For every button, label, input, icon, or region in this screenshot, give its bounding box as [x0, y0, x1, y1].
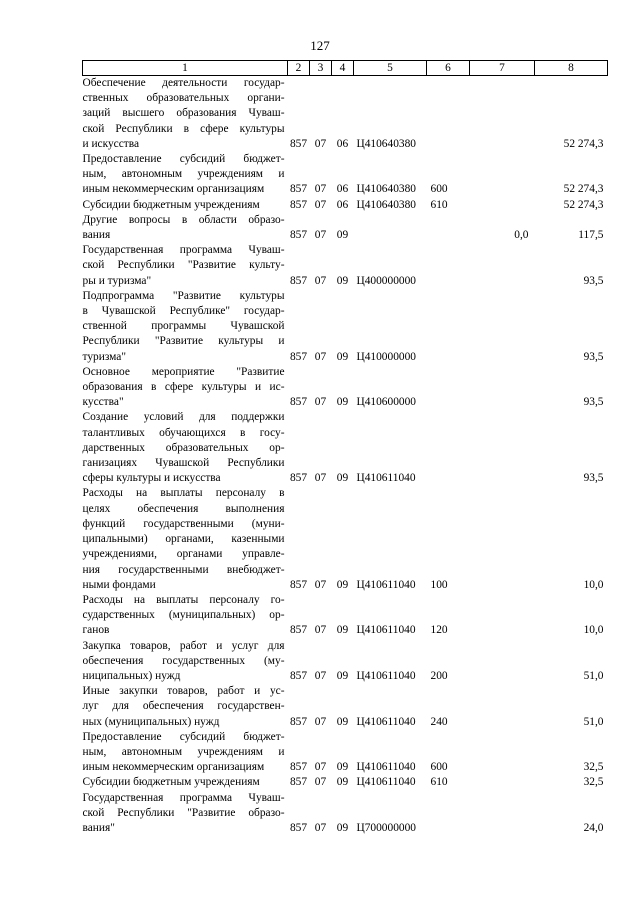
table-row — [83, 486, 608, 592]
target-article-code: Ц410600000 — [356, 396, 416, 409]
description-line: Основное мероприятие "Развитие — [82, 365, 285, 378]
expense-type-code — [427, 791, 470, 837]
header-col-7: 7 — [470, 61, 535, 76]
expense-type-code: 610 — [430, 776, 448, 789]
ministry-code: 857 — [289, 396, 308, 409]
description-line: Предоставление субсидий бюджет- — [82, 730, 285, 743]
description-line: ным, автономным учреждениям и — [82, 745, 285, 758]
column-7-value — [470, 243, 535, 289]
budget-table — [82, 60, 608, 836]
column-7-value — [470, 76, 535, 153]
description-line: сферы культуры и искусства — [82, 472, 221, 485]
amount-value: 10,0 — [583, 578, 604, 591]
description-line: ными фондами — [82, 578, 156, 591]
table-row — [83, 213, 608, 243]
description-line: кусства" — [82, 396, 124, 409]
item-description — [83, 198, 288, 213]
description-line: талантливых обучающихся в госу- — [82, 426, 285, 439]
section-code: 07 — [314, 198, 327, 211]
header-col-5: 5 — [354, 61, 427, 76]
column-7-value — [470, 289, 535, 365]
subsection-code: 09 — [336, 761, 349, 774]
expense-type-code: 600 — [430, 761, 448, 774]
description-line: Предоставление субсидий бюджет- — [82, 153, 285, 166]
description-line: в Чувашской Республике" государ- — [82, 305, 285, 318]
ministry-code: 857 — [289, 229, 308, 242]
description-line: целях обеспечения выполнения — [82, 502, 285, 515]
expense-type-code — [427, 76, 470, 153]
expense-type-code — [427, 289, 470, 365]
header-col-6: 6 — [427, 61, 470, 76]
description-line: туризма" — [82, 350, 126, 363]
description-line: ры и туризма" — [82, 274, 152, 287]
description-line: функций государственными (муни- — [82, 517, 285, 530]
description-line: ской Республики в сфере культуры — [82, 122, 285, 135]
table-body — [83, 76, 608, 837]
target-article-code: Ц400000000 — [356, 274, 416, 287]
ministry-code: 857 — [289, 137, 308, 150]
description-line: и искусства — [82, 137, 140, 150]
description-line: Обеспечение деятельности государ- — [82, 77, 285, 89]
column-7-value — [470, 593, 535, 639]
expense-type-code: 200 — [430, 669, 448, 682]
item-description — [83, 486, 288, 592]
amount-value: 32,5 — [583, 761, 604, 774]
target-article-code: Ц410640380 — [356, 137, 416, 150]
section-code: 07 — [314, 350, 327, 363]
section-code: 07 — [314, 578, 327, 591]
description-line: Государственная программа Чуваш- — [82, 791, 285, 804]
target-article-code: Ц410640380 — [356, 183, 416, 196]
header-col-4: 4 — [332, 61, 354, 76]
item-description — [83, 791, 288, 837]
description-line: Расходы на выплаты персоналу в — [82, 487, 285, 500]
header-col-1: 1 — [83, 61, 288, 76]
description-line: заций высшего образования Чуваш- — [82, 107, 285, 120]
expense-type-code — [427, 365, 470, 411]
description-line: ской Республики "Развитие культу- — [82, 259, 285, 272]
section-code: 07 — [314, 624, 327, 637]
ministry-code: 857 — [289, 761, 308, 774]
table-row — [83, 410, 608, 486]
ministry-code: 857 — [289, 624, 308, 637]
section-code: 07 — [314, 669, 327, 682]
target-article-code: Ц410611040 — [356, 578, 416, 591]
amount-value: 93,5 — [583, 472, 604, 485]
description-line: ных (муниципальных) нужд — [82, 715, 220, 728]
table-row — [83, 198, 608, 213]
column-7-value — [470, 410, 535, 486]
item-description — [83, 775, 288, 790]
subsection-code: 09 — [336, 274, 349, 287]
description-line: ственных образовательных органи- — [82, 92, 285, 105]
description-line: ния государственными внебюджет- — [82, 563, 285, 576]
amount-value: 52 274,3 — [563, 198, 604, 211]
section-code: 07 — [314, 183, 327, 196]
subsection-code: 06 — [336, 198, 349, 211]
subsection-code: 09 — [336, 624, 349, 637]
ministry-code: 857 — [289, 715, 308, 728]
table-row — [83, 639, 608, 685]
description-line: Иные закупки товаров, работ и ус- — [82, 685, 285, 698]
target-article-code: Ц410611040 — [356, 761, 416, 774]
table-row — [83, 76, 608, 153]
amount-value: 93,5 — [583, 350, 604, 363]
description-line: иным некоммерческим организациям — [82, 761, 265, 774]
item-description — [83, 410, 288, 486]
section-code: 07 — [314, 761, 327, 774]
amount-value: 10,0 — [583, 624, 604, 637]
description-line: ниципальных) нужд — [82, 669, 181, 682]
subsection-code: 06 — [336, 183, 349, 196]
amount-value: 52 274,3 — [563, 137, 604, 150]
subsection-code: 06 — [336, 137, 349, 150]
section-code: 07 — [314, 137, 327, 150]
description-line: дарственных образовательных ор- — [82, 441, 285, 454]
expense-type-code: 240 — [430, 715, 448, 728]
table-row — [83, 684, 608, 730]
description-line: вания — [82, 229, 111, 242]
subsection-code: 09 — [336, 776, 349, 789]
description-line: ской Республики "Развитие образо- — [82, 806, 285, 819]
item-description — [83, 76, 288, 153]
column-7-value — [470, 775, 535, 790]
item-description — [83, 213, 288, 243]
column-7-value — [470, 198, 535, 213]
ministry-code: 857 — [289, 183, 308, 196]
ministry-code: 857 — [289, 198, 308, 211]
description-line: Подпрограмма "Развитие культуры — [82, 289, 285, 302]
item-description — [83, 639, 288, 685]
subsection-code: 09 — [336, 821, 349, 834]
subsection-code: 09 — [336, 578, 349, 591]
table-row — [83, 775, 608, 790]
description-line: ственной программы Чувашской — [82, 320, 285, 333]
table-row — [83, 289, 608, 365]
amount-value: 32,5 — [583, 776, 604, 789]
expense-type-code: 610 — [430, 198, 448, 211]
table-row — [83, 243, 608, 289]
item-description — [83, 152, 288, 198]
target-article-code: Ц410611040 — [356, 776, 416, 789]
ministry-code: 857 — [289, 669, 308, 682]
table-row — [83, 791, 608, 837]
page-number: 127 — [310, 38, 330, 53]
description-line: Другие вопросы в области образо- — [82, 213, 285, 226]
expense-type-code: 100 — [430, 578, 448, 591]
item-description — [83, 365, 288, 411]
column-7-value — [470, 152, 535, 198]
description-line: Государственная программа Чуваш- — [82, 244, 285, 257]
description-line: Субсидии бюджетным учреждениям — [82, 776, 260, 789]
target-article-code: Ц410000000 — [356, 350, 416, 363]
description-line: вания" — [82, 821, 115, 834]
item-description — [83, 289, 288, 365]
subsection-code: 09 — [336, 715, 349, 728]
column-7-value — [470, 730, 535, 776]
column-7-value — [470, 365, 535, 411]
section-code: 07 — [314, 715, 327, 728]
header-col-2: 2 — [288, 61, 310, 76]
column-7-value — [470, 486, 535, 592]
item-description — [83, 684, 288, 730]
expense-type-code — [427, 243, 470, 289]
amount-value: 117,5 — [578, 229, 604, 242]
column-7-value: 0,0 — [514, 229, 529, 242]
description-line: Республики "Развитие культуры и — [82, 335, 285, 348]
amount-value: 93,5 — [583, 396, 604, 409]
description-line: Субсидии бюджетным учреждениям — [82, 198, 260, 211]
description-line: Закупка товаров, работ и услуг для — [82, 639, 285, 652]
target-article-code: Ц410611040 — [356, 624, 416, 637]
target-article-code: Ц700000000 — [356, 821, 416, 834]
subsection-code: 09 — [336, 396, 349, 409]
header-col-3: 3 — [310, 61, 332, 76]
section-code: 07 — [314, 821, 327, 834]
amount-value: 51,0 — [583, 669, 604, 682]
table-row — [83, 152, 608, 198]
ministry-code: 857 — [289, 821, 308, 834]
description-line: сударственных (муниципальных) ор- — [82, 609, 285, 622]
ministry-code: 857 — [289, 776, 308, 789]
amount-value: 51,0 — [583, 715, 604, 728]
ministry-code: 857 — [289, 350, 308, 363]
header-col-8: 8 — [535, 61, 608, 76]
expense-type-code — [427, 410, 470, 486]
table-row — [83, 730, 608, 776]
section-code: 07 — [314, 396, 327, 409]
section-code: 07 — [314, 776, 327, 789]
section-code: 07 — [314, 229, 327, 242]
expense-type-code: 120 — [430, 624, 448, 637]
table-row — [83, 593, 608, 639]
description-line: ным, автономным учреждениям и — [82, 168, 285, 181]
subsection-code: 09 — [336, 350, 349, 363]
amount-value: 24,0 — [583, 821, 604, 834]
ministry-code: 857 — [289, 274, 308, 287]
ministry-code: 857 — [289, 578, 308, 591]
target-article-code: Ц410611040 — [356, 669, 416, 682]
section-code: 07 — [314, 472, 327, 485]
item-description — [83, 730, 288, 776]
ministry-code: 857 — [289, 472, 308, 485]
description-line: ганов — [82, 624, 110, 637]
table-row — [83, 365, 608, 411]
subsection-code: 09 — [336, 229, 349, 242]
amount-value: 52 274,3 — [563, 183, 604, 196]
header-row — [83, 61, 608, 76]
expense-type-code — [427, 213, 470, 243]
expense-type-code: 600 — [430, 183, 448, 196]
description-line: образования в сфере культуры и ис- — [82, 381, 285, 394]
target-article-code — [354, 213, 427, 243]
description-line: ципальными) органами, казенными — [82, 533, 285, 546]
column-7-value — [470, 639, 535, 685]
target-article-code: Ц410640380 — [356, 198, 416, 211]
column-7-value — [470, 791, 535, 837]
item-description — [83, 243, 288, 289]
description-line: обеспечения государственных (му- — [82, 654, 285, 667]
item-description — [83, 593, 288, 639]
amount-value: 93,5 — [583, 274, 604, 287]
description-line: Расходы на выплаты персоналу го- — [82, 593, 285, 606]
description-line: луг для обеспечения государствен- — [82, 700, 285, 713]
description-line: ганизациях Чувашской Республики — [82, 457, 285, 470]
description-line: Создание условий для поддержки — [82, 411, 285, 424]
description-line: учреждениями, органами управле- — [82, 548, 285, 561]
subsection-code: 09 — [336, 472, 349, 485]
description-line: иным некоммерческим организациям — [82, 183, 265, 196]
column-7-value — [470, 684, 535, 730]
section-code: 07 — [314, 274, 327, 287]
target-article-code: Ц410611040 — [356, 715, 416, 728]
subsection-code: 09 — [336, 669, 349, 682]
target-article-code: Ц410611040 — [356, 472, 416, 485]
